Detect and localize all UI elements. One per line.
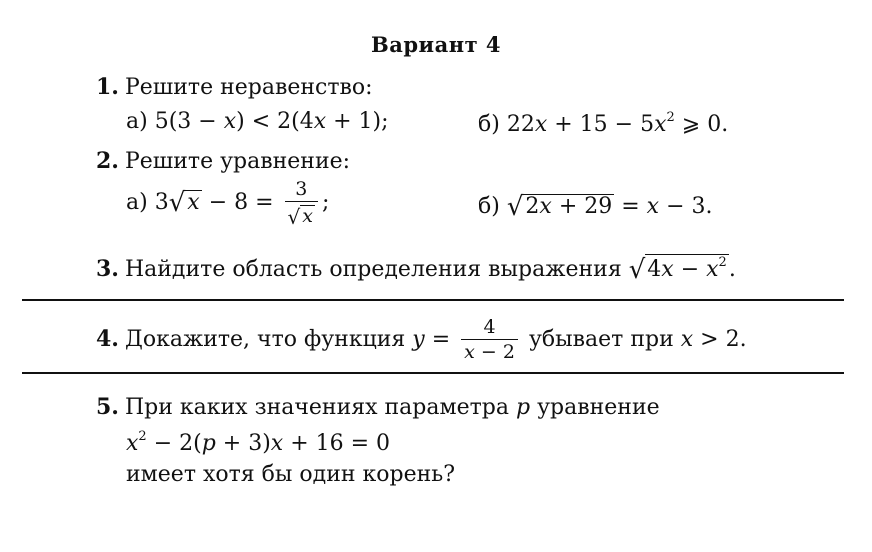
task-1-number: 1. [96, 74, 119, 100]
task-1b-expression: $22x + 15 - 5x^2$ ⩾ 0. [506, 110, 729, 137]
task-1b-label: б) [478, 112, 500, 137]
task-2b-label: б) [478, 194, 500, 219]
task-5-line-1 [96, 396, 660, 419]
task-4-condition: x > 2. [680, 327, 747, 352]
task-2a-label: а) [126, 190, 148, 215]
task-2a-expression: 3√x − 8 = $\frac{3}{√ x}$ ; [154, 178, 330, 229]
section-divider-1 [22, 299, 844, 301]
section-divider-2 [22, 372, 844, 374]
task-2-heading [96, 150, 350, 173]
task-3 [96, 254, 736, 285]
task-1a-expression: 5(3 − x) < 2(4x + 1); [154, 109, 389, 134]
task-2a [126, 178, 330, 229]
task-4 [96, 318, 747, 362]
task-3-expression: $√4x - x^2$. [628, 255, 736, 285]
task-1b [478, 111, 728, 136]
task-2b-expression: √2x + 29 = x − 3. [506, 192, 713, 222]
task-5-line-3: имеет хотя бы один корень? [126, 462, 456, 487]
task-4-text-before: Докажите, что функция [124, 327, 406, 352]
task-5-number: 5. [96, 394, 119, 420]
task-2-text: Решите уравнение: [124, 149, 351, 174]
task-4-number: 4. [96, 326, 119, 352]
task-3-text: Найдите область определения выражения [124, 257, 622, 282]
task-4-text-after: убывает при [528, 327, 674, 352]
variant-title: Вариант 4 [370, 32, 502, 57]
task-2-number: 2. [96, 148, 119, 174]
task-1a [126, 111, 389, 133]
task-1a-label: а) [126, 109, 148, 134]
task-4-expression: y = $\frac{4}{x - 2}$ [412, 327, 529, 352]
task-3-number: 3. [96, 256, 119, 282]
task-2b [478, 192, 713, 222]
task-5-equation: $x^2 - 2(p + 3)x + 16 = 0$ [126, 429, 391, 456]
task-5-text: При каких значениях параметра p уравнение [124, 395, 660, 420]
task-1-heading [96, 76, 373, 99]
task-1-text: Решите неравенство: [124, 75, 373, 100]
